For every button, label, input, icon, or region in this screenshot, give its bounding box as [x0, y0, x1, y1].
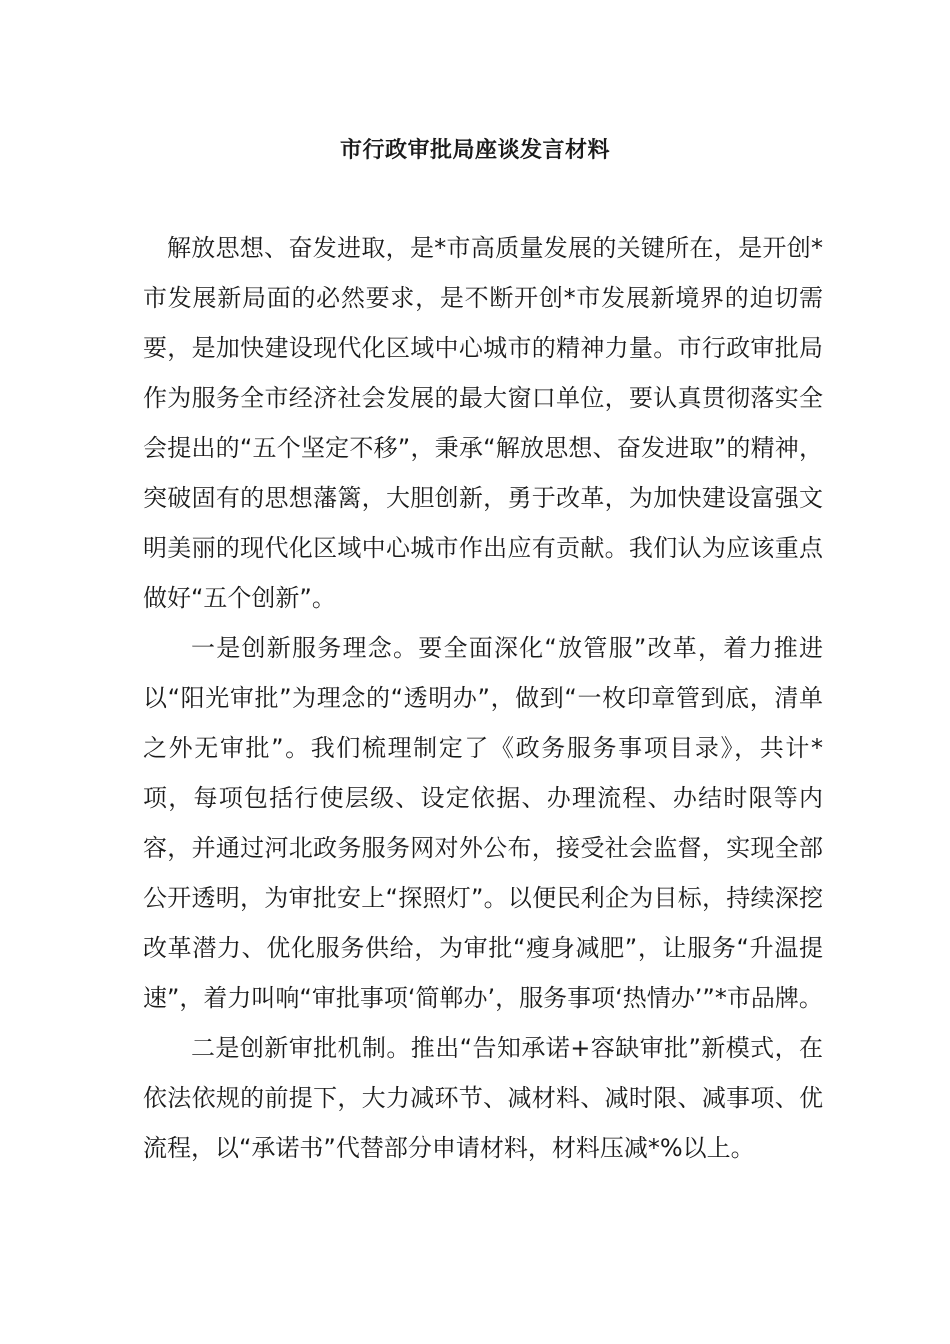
- document-body: [143, 223, 823, 1173]
- paragraph-approval-mechanism: 二是创新审批机制。推出“告知承诺+容缺审批”新模式，在依法依规的前提下，大力减环节、减材料、减时限、减事项、优流程，以“承诺书”代替部分申请材料，材料压减*%以上。: [143, 1034, 823, 1162]
- paragraph-service-concept: 一是创新服务理念。要全面深化“放管服”改革，着力推进以“阳光审批”为理念的“透明办”，做到“一枚印章管到底，清单之外无审批”。我们梳理制定了《政务服务事项目录》，共计*项，每项包括行使层级、设定依据、办理流程、办结时限等内容，并通过河北政务服务网对外公布，接受社会监督，实现全部公开透明，为审批安上“探照灯”。以便民利企为目标，持续深挖改革潜力、优化服务供给，为审批“瘦身减肥”，让服务“升温提速”，着力叫响“审批事项‘简郸办’，服务事项‘热情办’”*市品牌。: [143, 634, 823, 1012]
- paragraph-intro: 解放思想、奋发进取，是*市高质量发展的关键所在，是开创*市发展新局面的必然要求，是不断开创*市发展新境界的迫切需要，是加快建设现代化区域中心城市的精神力量。市行政审批局作为服务全市经济社会发展的最大窗口单位，要认真贯彻落实全会提出的“五个坚定不移”，秉承“解放思想、奋发进取”的精神，突破固有的思想藩篱，大胆创新，勇于改革，为加快建设富强文明美丽的现代化区域中心城市作出应有贡献。我们认为应该重点做好“五个创新”。: [143, 234, 823, 612]
- document-title: 市行政审批局座谈发言材料: [339, 138, 610, 163]
